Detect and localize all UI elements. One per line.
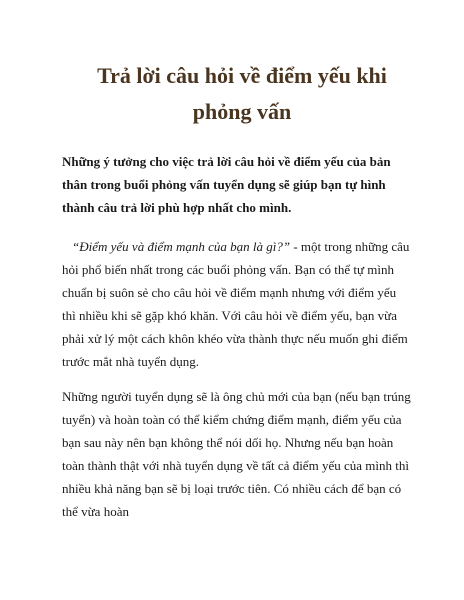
lead-paragraph: Những ý tưởng cho việc trả lời câu hỏi về điểm yếu của bản thân trong buổi phỏng vấn tuyển dụng sẽ giúp bạn tự hình thành câu trả lời phù hợp nhất cho mình.: [62, 154, 391, 215]
interview-question-quote: “Điểm yếu và điểm mạnh của bạn là gì?”: [72, 239, 291, 254]
body-paragraph-1-text: - một trong những câu hỏi phổ biến nhất trong các buổi phỏng vấn. Bạn có thể tự mình chuẩn bị suôn sẻ cho câu hỏi về điểm mạnh nhưng với điểm yếu thì nhiều khi sẽ gặp khó khăn. Với câu hỏi về điểm yếu, bạn vừa phải xử lý một cách khôn khéo vừa thành thực nếu muốn ghi điểm trước mắt nhà tuyển dụng.: [62, 239, 410, 369]
body-paragraph-1: [62, 235, 412, 373]
body-paragraph-2: Những người tuyển dụng sẽ là ông chủ mới của bạn (nếu bạn trúng tuyển) và hoàn toàn có thể kiểm chứng điểm mạnh, điểm yếu của bạn sau này nên bạn không thể nói dối họ. Nhưng nếu bạn hoàn toàn thành thật với nhà tuyển dụng về tất cả điểm yếu của mình thì nhiều khả năng bạn sẽ bị loại trước tiên. Có nhiều cách để bạn có thể vừa hoàn: [62, 389, 411, 519]
document-title: Trả lời câu hỏi về điểm yếu khi phỏng vấn: [97, 63, 387, 124]
